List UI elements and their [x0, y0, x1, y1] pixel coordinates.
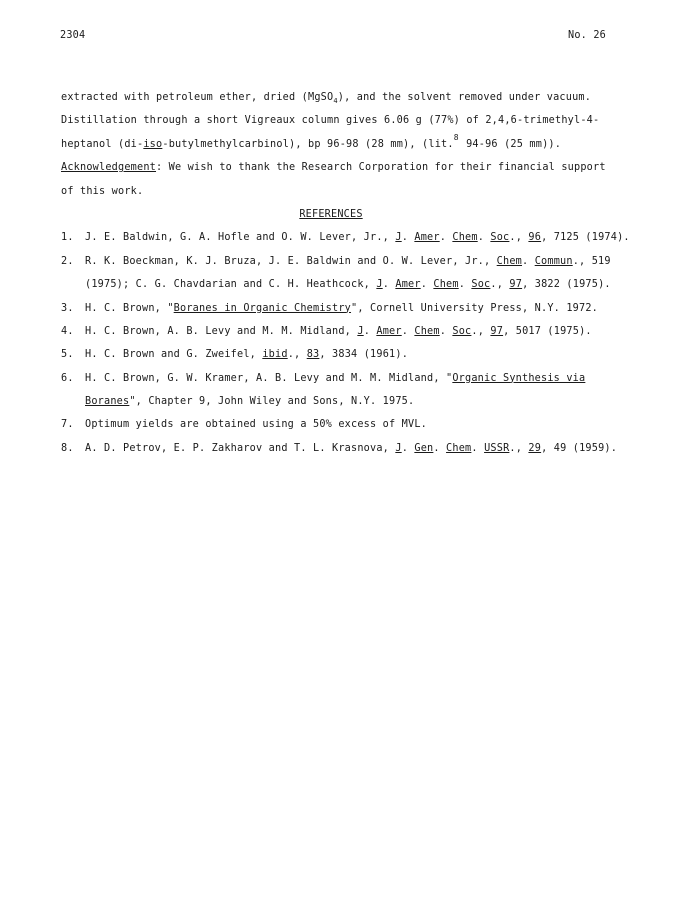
text-span: ., 519 [572, 255, 611, 267]
reference-item [61, 343, 621, 366]
reference-item [61, 320, 621, 343]
reference-text: H. C. Brown and G. Zweifel, ibid., 83, 3834 (1961). [85, 349, 409, 361]
reference-text: J. E. Baldwin, G. A. Hofle and O. W. Lever, Jr., J. Amer. Chem. Soc., 96, 7125 (1974). [85, 232, 630, 244]
reference-number: 6. [61, 372, 74, 384]
journal-abbrev: Soc [471, 279, 491, 291]
issue-number: No. 26 [567, 30, 606, 41]
reference-text: A. D. Petrov, E. P. Zakharov and T. L. Krasnova, J. Gen. Chem. USSR., 29, 49 (1959). [85, 442, 618, 454]
reference-text: H. C. Brown, A. B. Levy and M. M. Midland, J. Amer. Chem. Soc., 97, 5017 (1975). [85, 325, 592, 337]
reference-number: 4. [61, 325, 74, 337]
text-span: extracted with petroleum ether, dried (MgSO [61, 92, 334, 103]
reference-number: 5. [61, 349, 74, 361]
italic-prefix: iso [143, 138, 163, 150]
volume-number: 29 [528, 442, 542, 454]
reference-item [61, 437, 621, 460]
body-text [61, 86, 630, 460]
superscript-ref: 8 [453, 132, 459, 142]
reference-item [61, 226, 630, 249]
text-span: ", Cornell University Press, N.Y. 1972. [351, 302, 599, 314]
text-span: , 7125 (1974). [541, 232, 630, 244]
text-span: H. C. Brown, A. B. Levy and M. M. Midland, [85, 325, 358, 337]
journal-abbrev: Chem [446, 442, 472, 454]
volume-number: 97 [490, 325, 504, 337]
book-title: Organic Synthesis via [452, 372, 586, 384]
volume-number: 83 [306, 349, 320, 361]
reference-item [61, 413, 621, 436]
volume-number: 96 [528, 232, 542, 244]
text-span: H. C. Brown and G. Zweifel, [85, 349, 263, 361]
journal-abbrev: Chem [414, 325, 440, 337]
journal-abbrev: Gen [414, 442, 434, 454]
text-span: , 5017 (1975). [503, 325, 592, 337]
reference-text [85, 367, 585, 390]
paragraph-line [61, 86, 621, 109]
text-span: , 49 (1959). [541, 442, 618, 454]
reference-item [61, 297, 621, 320]
text-span: 94-96 (25 mm)). [459, 138, 562, 150]
text-span: ", Chapter 9, John Wiley and Sons, N.Y. 1975. [129, 396, 415, 408]
book-title: Boranes [85, 396, 130, 408]
reference-number: 8. [61, 442, 74, 454]
journal-abbrev: Soc [490, 232, 510, 244]
reference-number: 3. [61, 302, 74, 314]
subscript: 4 [333, 97, 338, 105]
journal-abbrev: Chem [452, 232, 478, 244]
text-span: A. D. Petrov, E. P. Zakharov and T. L. Krasnova, [85, 442, 396, 454]
reference-item [61, 367, 621, 390]
journal-abbrev: Amer [395, 279, 421, 291]
paragraph-line [61, 133, 621, 156]
journal-abbrev: J [395, 232, 402, 244]
text-span: H. C. Brown, " [85, 302, 174, 314]
text-span: , 3834 (1961). [319, 349, 409, 361]
references-heading-text: REFERENCES [299, 208, 363, 220]
reference-text [85, 297, 598, 320]
reference-continuation: (1975); C. G. Chavdarian and C. H. Heathcock, J. Amer. Chem. Soc., 97, 3822 (1975). [85, 279, 611, 291]
text-span: (1975); C. G. Chavdarian and C. H. Heathcock, [85, 279, 377, 291]
acknowledgement-label: Acknowledgement [61, 162, 157, 174]
paragraph-line: Distillation through a short Vigreaux column gives 6.06 g (77%) of 2,4,6-trimethyl-4- [61, 115, 600, 127]
text-span: -butylmethylcarbinol), bp 96-98 (28 mm), (lit. [162, 138, 454, 150]
references-heading [61, 203, 601, 226]
journal-abbrev: J [357, 325, 364, 337]
text-span: H. C. Brown, G. W. Kramer, A. B. Levy and M. M. Midland, " [85, 372, 453, 384]
journal-abbrev: J [376, 279, 383, 291]
text-span: R. K. Boeckman, K. J. Bruza, J. E. Baldwin and O. W. Lever, Jr., [85, 255, 497, 267]
reference-item [61, 250, 621, 273]
text-span: heptanol (di- [61, 138, 144, 150]
text-span: , 3822 (1975). [522, 279, 611, 291]
journal-abbrev: Chem [433, 279, 459, 291]
acknowledgement-text: : We wish to thank the Research Corporation for their financial support [156, 162, 606, 174]
journal-abbrev: J [395, 442, 402, 454]
reference-number: 1. [61, 232, 74, 244]
book-title: Boranes in Organic Chemistry [173, 302, 352, 314]
acknowledgement-line: of this work. [61, 185, 144, 197]
journal-abbrev: Soc [452, 325, 472, 337]
reference-number: 7. [61, 419, 74, 431]
reference-continuation [61, 390, 621, 413]
reference-number: 2. [61, 255, 74, 267]
text-span: ), and the solvent removed under vacuum. [337, 92, 592, 103]
reference-text: R. K. Boeckman, K. J. Bruza, J. E. Baldwin and O. W. Lever, Jr., Chem. Commun., 519 [85, 255, 611, 267]
reference-text: Optimum yields are obtained using a 50% excess of MVL. [85, 419, 428, 431]
ibid-abbrev: ibid [262, 349, 288, 361]
volume-number: 97 [509, 279, 523, 291]
journal-abbrev: Amer [414, 232, 440, 244]
page-number: 2304 [60, 30, 86, 41]
journal-abbrev: Chem [496, 255, 523, 267]
journal-abbrev: Amer [376, 325, 402, 337]
acknowledgement-line [61, 156, 621, 179]
text-span: J. E. Baldwin, G. A. Hofle and O. W. Lever, Jr., [85, 232, 396, 244]
journal-abbrev: USSR [484, 442, 510, 454]
journal-abbrev: Commun [534, 255, 573, 267]
